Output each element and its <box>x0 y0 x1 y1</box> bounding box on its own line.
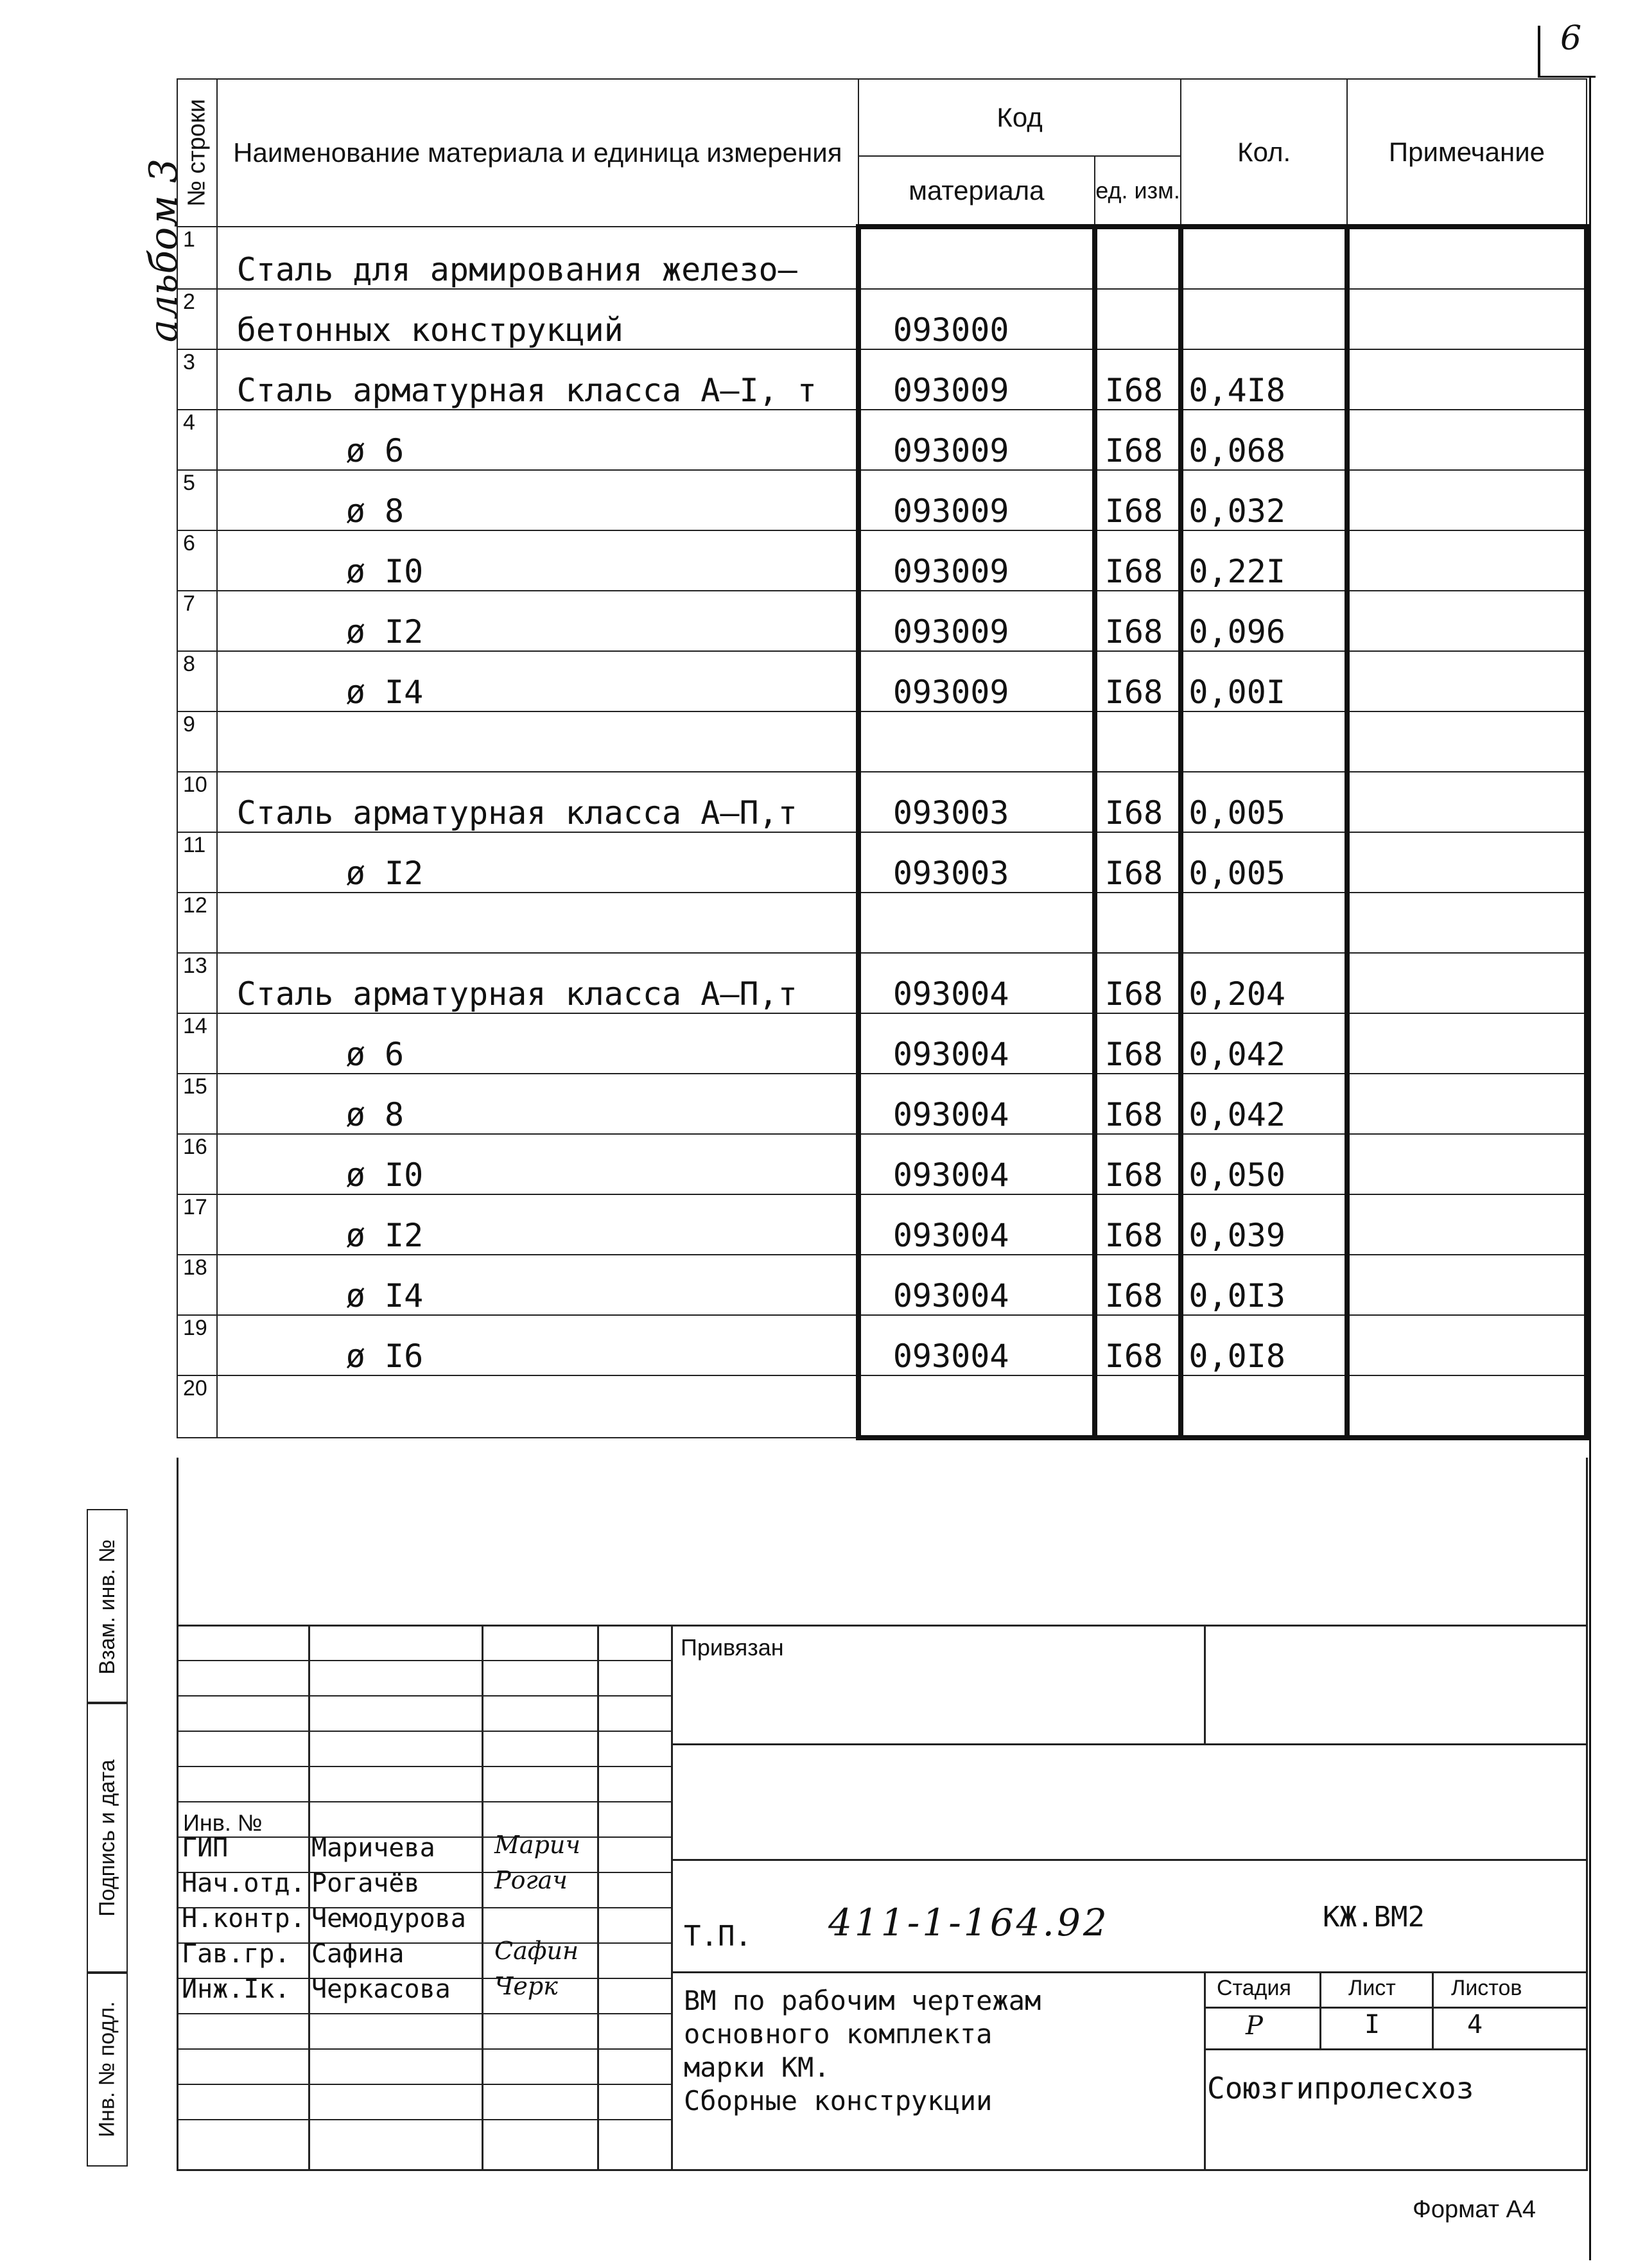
row-number: 6 <box>177 530 217 591</box>
material-name: бетонных конструкций <box>217 289 858 349</box>
description-line: основного комплекта <box>684 2018 993 2050</box>
row-number: 15 <box>177 1074 217 1134</box>
material-name: Сталь арматурная класса А–I, т <box>217 349 858 410</box>
material-code <box>858 1375 1095 1438</box>
material-code: 093009 <box>858 349 1095 410</box>
album-note-text: альбом 3 <box>141 158 187 343</box>
side-label-podpis-data: Подпись и дата <box>87 1702 128 1974</box>
note <box>1347 893 1587 953</box>
staff-role: ГИП <box>182 1833 229 1863</box>
sheets-label: Листов <box>1451 1976 1522 2000</box>
header-note: Примечание <box>1347 79 1587 227</box>
table-row <box>177 772 1587 832</box>
header-name: Наименование материала и единица измерения <box>217 79 858 227</box>
document-mark: КЖ.ВМ2 <box>1323 1901 1425 1933</box>
row-number: 18 <box>177 1255 217 1315</box>
stamp-line <box>1204 2007 1588 2009</box>
note <box>1347 772 1587 832</box>
staff-name: Черкасова <box>311 1975 451 2004</box>
material-code <box>858 893 1095 953</box>
quantity: 0,22I <box>1181 530 1347 591</box>
header-qty: Кол. <box>1181 79 1347 227</box>
row-number: 20 <box>177 1375 217 1438</box>
header-code: Код <box>858 79 1181 156</box>
material-name: ø I2 <box>217 832 858 893</box>
unit-code: I68 <box>1095 772 1181 832</box>
material-name <box>217 893 858 953</box>
table-row <box>177 832 1587 893</box>
material-code: 093009 <box>858 530 1095 591</box>
table-row <box>177 893 1587 953</box>
material-code: 093003 <box>858 832 1095 893</box>
corner-line <box>1538 26 1540 77</box>
row-number: 10 <box>177 772 217 832</box>
unit-code: I68 <box>1095 470 1181 530</box>
material-name: ø I2 <box>217 1194 858 1255</box>
table-row <box>177 1013 1587 1074</box>
material-name: Сталь для армирования железо– <box>217 227 858 289</box>
note <box>1347 470 1587 530</box>
organization: Союзгипролесхоз <box>1207 2071 1474 2106</box>
material-code: 093009 <box>858 410 1095 470</box>
stamp-line <box>177 1660 671 1661</box>
quantity: 0,00I <box>1181 651 1347 711</box>
quantity <box>1181 1375 1347 1438</box>
table-row <box>177 289 1587 349</box>
description-line: Сборные конструкции <box>684 2085 993 2116</box>
quantity: 0,204 <box>1181 953 1347 1013</box>
row-number: 9 <box>177 711 217 772</box>
table-row <box>177 711 1587 772</box>
unit-code: I68 <box>1095 1134 1181 1194</box>
sheets-value: 4 <box>1467 2010 1483 2039</box>
page-number: 6 <box>1560 19 1582 58</box>
material-code: 093009 <box>858 470 1095 530</box>
row-number: 4 <box>177 410 217 470</box>
staff-signature: Марич <box>494 1831 581 1859</box>
frame-line <box>177 2169 1588 2171</box>
material-name: ø 6 <box>217 410 858 470</box>
table-row <box>177 1315 1587 1375</box>
quantity: 0,4I8 <box>1181 349 1347 410</box>
note <box>1347 349 1587 410</box>
material-code: 093003 <box>858 772 1095 832</box>
quantity <box>1181 289 1347 349</box>
header-row-no: № строки <box>177 79 217 227</box>
material-code: 093004 <box>858 1074 1095 1134</box>
row-number: 5 <box>177 470 217 530</box>
staff-role: Инж.Iк. <box>182 1975 290 2004</box>
note <box>1347 1074 1587 1134</box>
material-name: ø I6 <box>217 1315 858 1375</box>
note <box>1347 711 1587 772</box>
stamp-line <box>177 2119 671 2120</box>
frame-line <box>177 1458 178 2170</box>
stamp-line <box>671 1625 673 2170</box>
quantity: 0,042 <box>1181 1013 1347 1074</box>
note <box>1347 832 1587 893</box>
material-name: ø 8 <box>217 470 858 530</box>
material-code: 093004 <box>858 1255 1095 1315</box>
header-unit-code: ед. изм. <box>1095 156 1181 227</box>
note <box>1347 1134 1587 1194</box>
unit-code: I68 <box>1095 1013 1181 1074</box>
stamp-line <box>671 1971 1588 1973</box>
quantity <box>1181 893 1347 953</box>
row-number: 12 <box>177 893 217 953</box>
row-number: 8 <box>177 651 217 711</box>
staff-role: Нач.отд. <box>182 1869 306 1898</box>
stamp-line <box>308 1625 310 2170</box>
note <box>1347 410 1587 470</box>
unit-code <box>1095 227 1181 289</box>
quantity: 0,0I3 <box>1181 1255 1347 1315</box>
stamp-line <box>1432 1971 1434 2048</box>
row-number: 16 <box>177 1134 217 1194</box>
quantity: 0,050 <box>1181 1134 1347 1194</box>
row-number: 13 <box>177 953 217 1013</box>
table-row <box>177 227 1587 289</box>
quantity: 0,096 <box>1181 591 1347 651</box>
material-code: 093000 <box>858 289 1095 349</box>
material-code: 093004 <box>858 1315 1095 1375</box>
stamp-line <box>1204 2048 1588 2050</box>
staff-role: Гав.гр. <box>182 1939 290 1969</box>
material-name: Сталь арматурная класса А–П,т <box>217 772 858 832</box>
quantity <box>1181 227 1347 289</box>
unit-code: I68 <box>1095 1194 1181 1255</box>
table-row <box>177 1134 1587 1194</box>
unit-code: I68 <box>1095 410 1181 470</box>
unit-code: I68 <box>1095 953 1181 1013</box>
table-row <box>177 530 1587 591</box>
frame-line <box>1586 1458 1588 2170</box>
unit-code: I68 <box>1095 832 1181 893</box>
quantity: 0,042 <box>1181 1074 1347 1134</box>
table-row <box>177 349 1587 410</box>
table-row <box>177 410 1587 470</box>
unit-code <box>1095 289 1181 349</box>
row-number: 19 <box>177 1315 217 1375</box>
unit-code: I68 <box>1095 1074 1181 1134</box>
note <box>1347 953 1587 1013</box>
row-number: 2 <box>177 289 217 349</box>
quantity: 0,0I8 <box>1181 1315 1347 1375</box>
material-name: ø I0 <box>217 530 858 591</box>
staff-signature: Рогач <box>494 1866 568 1894</box>
unit-code: I68 <box>1095 1255 1181 1315</box>
material-code <box>858 711 1095 772</box>
material-code: 093004 <box>858 1134 1095 1194</box>
unit-code <box>1095 893 1181 953</box>
tp-prefix: Т.П. <box>684 1920 752 1953</box>
staff-signature: Сафин <box>494 1937 579 1965</box>
note <box>1347 289 1587 349</box>
table-row <box>177 1255 1587 1315</box>
note <box>1347 530 1587 591</box>
description <box>684 1984 1041 2118</box>
material-name <box>217 711 858 772</box>
stamp-line <box>597 1625 599 2170</box>
unit-code: I68 <box>1095 349 1181 410</box>
material-code: 093009 <box>858 591 1095 651</box>
note <box>1347 591 1587 651</box>
quantity: 0,005 <box>1181 832 1347 893</box>
stamp-line <box>1319 1971 1321 2048</box>
stamp-line <box>177 1731 671 1732</box>
staff-name: Чемодурова <box>311 1904 466 1933</box>
staff-name: Маричева <box>311 1833 435 1863</box>
side-label-inv-podl: Инв. № подл. <box>87 1971 128 2167</box>
material-name: ø I2 <box>217 591 858 651</box>
frame-line <box>1589 77 1591 2260</box>
stamp-line <box>1204 1971 1206 2170</box>
unit-code <box>1095 1375 1181 1438</box>
header-material-code: материала <box>858 156 1095 227</box>
table-row <box>177 953 1587 1013</box>
row-number: 1 <box>177 227 217 289</box>
stamp-line <box>177 2084 671 2085</box>
material-name: ø 8 <box>217 1074 858 1134</box>
material-code: 093004 <box>858 953 1095 1013</box>
note <box>1347 1255 1587 1315</box>
note <box>1347 1013 1587 1074</box>
stage-value: Р <box>1246 2011 1263 2041</box>
sheet-value: I <box>1364 2010 1380 2039</box>
corner-line <box>1538 76 1596 78</box>
quantity: 0,039 <box>1181 1194 1347 1255</box>
material-name <box>217 1375 858 1438</box>
note <box>1347 1315 1587 1375</box>
material-name: ø I0 <box>217 1134 858 1194</box>
stamp-line <box>177 2013 671 2014</box>
quantity: 0,032 <box>1181 470 1347 530</box>
material-name: ø I4 <box>217 651 858 711</box>
unit-code: I68 <box>1095 530 1181 591</box>
description-line: марки КМ. <box>684 2052 830 2083</box>
material-code: 093004 <box>858 1194 1095 1255</box>
unit-code: I68 <box>1095 651 1181 711</box>
tp-number: 411-1-164.92 <box>828 1901 1110 1944</box>
quantity <box>1181 711 1347 772</box>
note <box>1347 1194 1587 1255</box>
material-code <box>858 227 1095 289</box>
description-line: ВМ по рабочим чертежам <box>684 1985 1041 2016</box>
row-number: 11 <box>177 832 217 893</box>
table-row <box>177 470 1587 530</box>
table-row <box>177 651 1587 711</box>
row-number: 7 <box>177 591 217 651</box>
inv-no-label: Инв. № <box>183 1810 263 1836</box>
note <box>1347 651 1587 711</box>
staff-name: Рогачёв <box>311 1869 420 1898</box>
stamp-line <box>177 1766 671 1767</box>
material-code: 093004 <box>858 1013 1095 1074</box>
note <box>1347 227 1587 289</box>
stamp-line <box>177 1695 671 1697</box>
stamp-line <box>671 1743 1588 1745</box>
quantity: 0,005 <box>1181 772 1347 832</box>
side-label-vzam-inv: Взам. инв. № <box>87 1509 128 1704</box>
table-row <box>177 1375 1587 1438</box>
stamp-line <box>177 1801 671 1802</box>
unit-code: I68 <box>1095 1315 1181 1375</box>
material-name: ø 6 <box>217 1013 858 1074</box>
format-label: Формат А4 <box>1413 2196 1536 2223</box>
stamp-line <box>177 2048 671 2050</box>
stamp-line <box>1204 1625 1206 1743</box>
stamp-line <box>671 1859 1588 1861</box>
staff-signature: Черк <box>494 1972 558 2000</box>
material-name: ø I4 <box>217 1255 858 1315</box>
privyazan-label: Привязан <box>681 1634 784 1661</box>
spec-table <box>177 78 1589 1440</box>
stamp-line <box>482 1625 483 2170</box>
row-number: 17 <box>177 1194 217 1255</box>
staff-role: Н.контр. <box>182 1904 306 1933</box>
stamp-line <box>671 1625 1588 1627</box>
unit-code <box>1095 711 1181 772</box>
table-row <box>177 591 1587 651</box>
quantity: 0,068 <box>1181 410 1347 470</box>
material-name: Сталь арматурная класса А–П,т <box>217 953 858 1013</box>
row-number: 14 <box>177 1013 217 1074</box>
row-number: 3 <box>177 349 217 410</box>
staff-name: Сафина <box>311 1939 405 1969</box>
stage-label: Стадия <box>1217 1976 1291 2000</box>
table-row <box>177 1074 1587 1134</box>
material-code: 093009 <box>858 651 1095 711</box>
note <box>1347 1375 1587 1438</box>
unit-code: I68 <box>1095 591 1181 651</box>
table-row <box>177 1194 1587 1255</box>
sheet-label: Лист <box>1348 1976 1396 2000</box>
